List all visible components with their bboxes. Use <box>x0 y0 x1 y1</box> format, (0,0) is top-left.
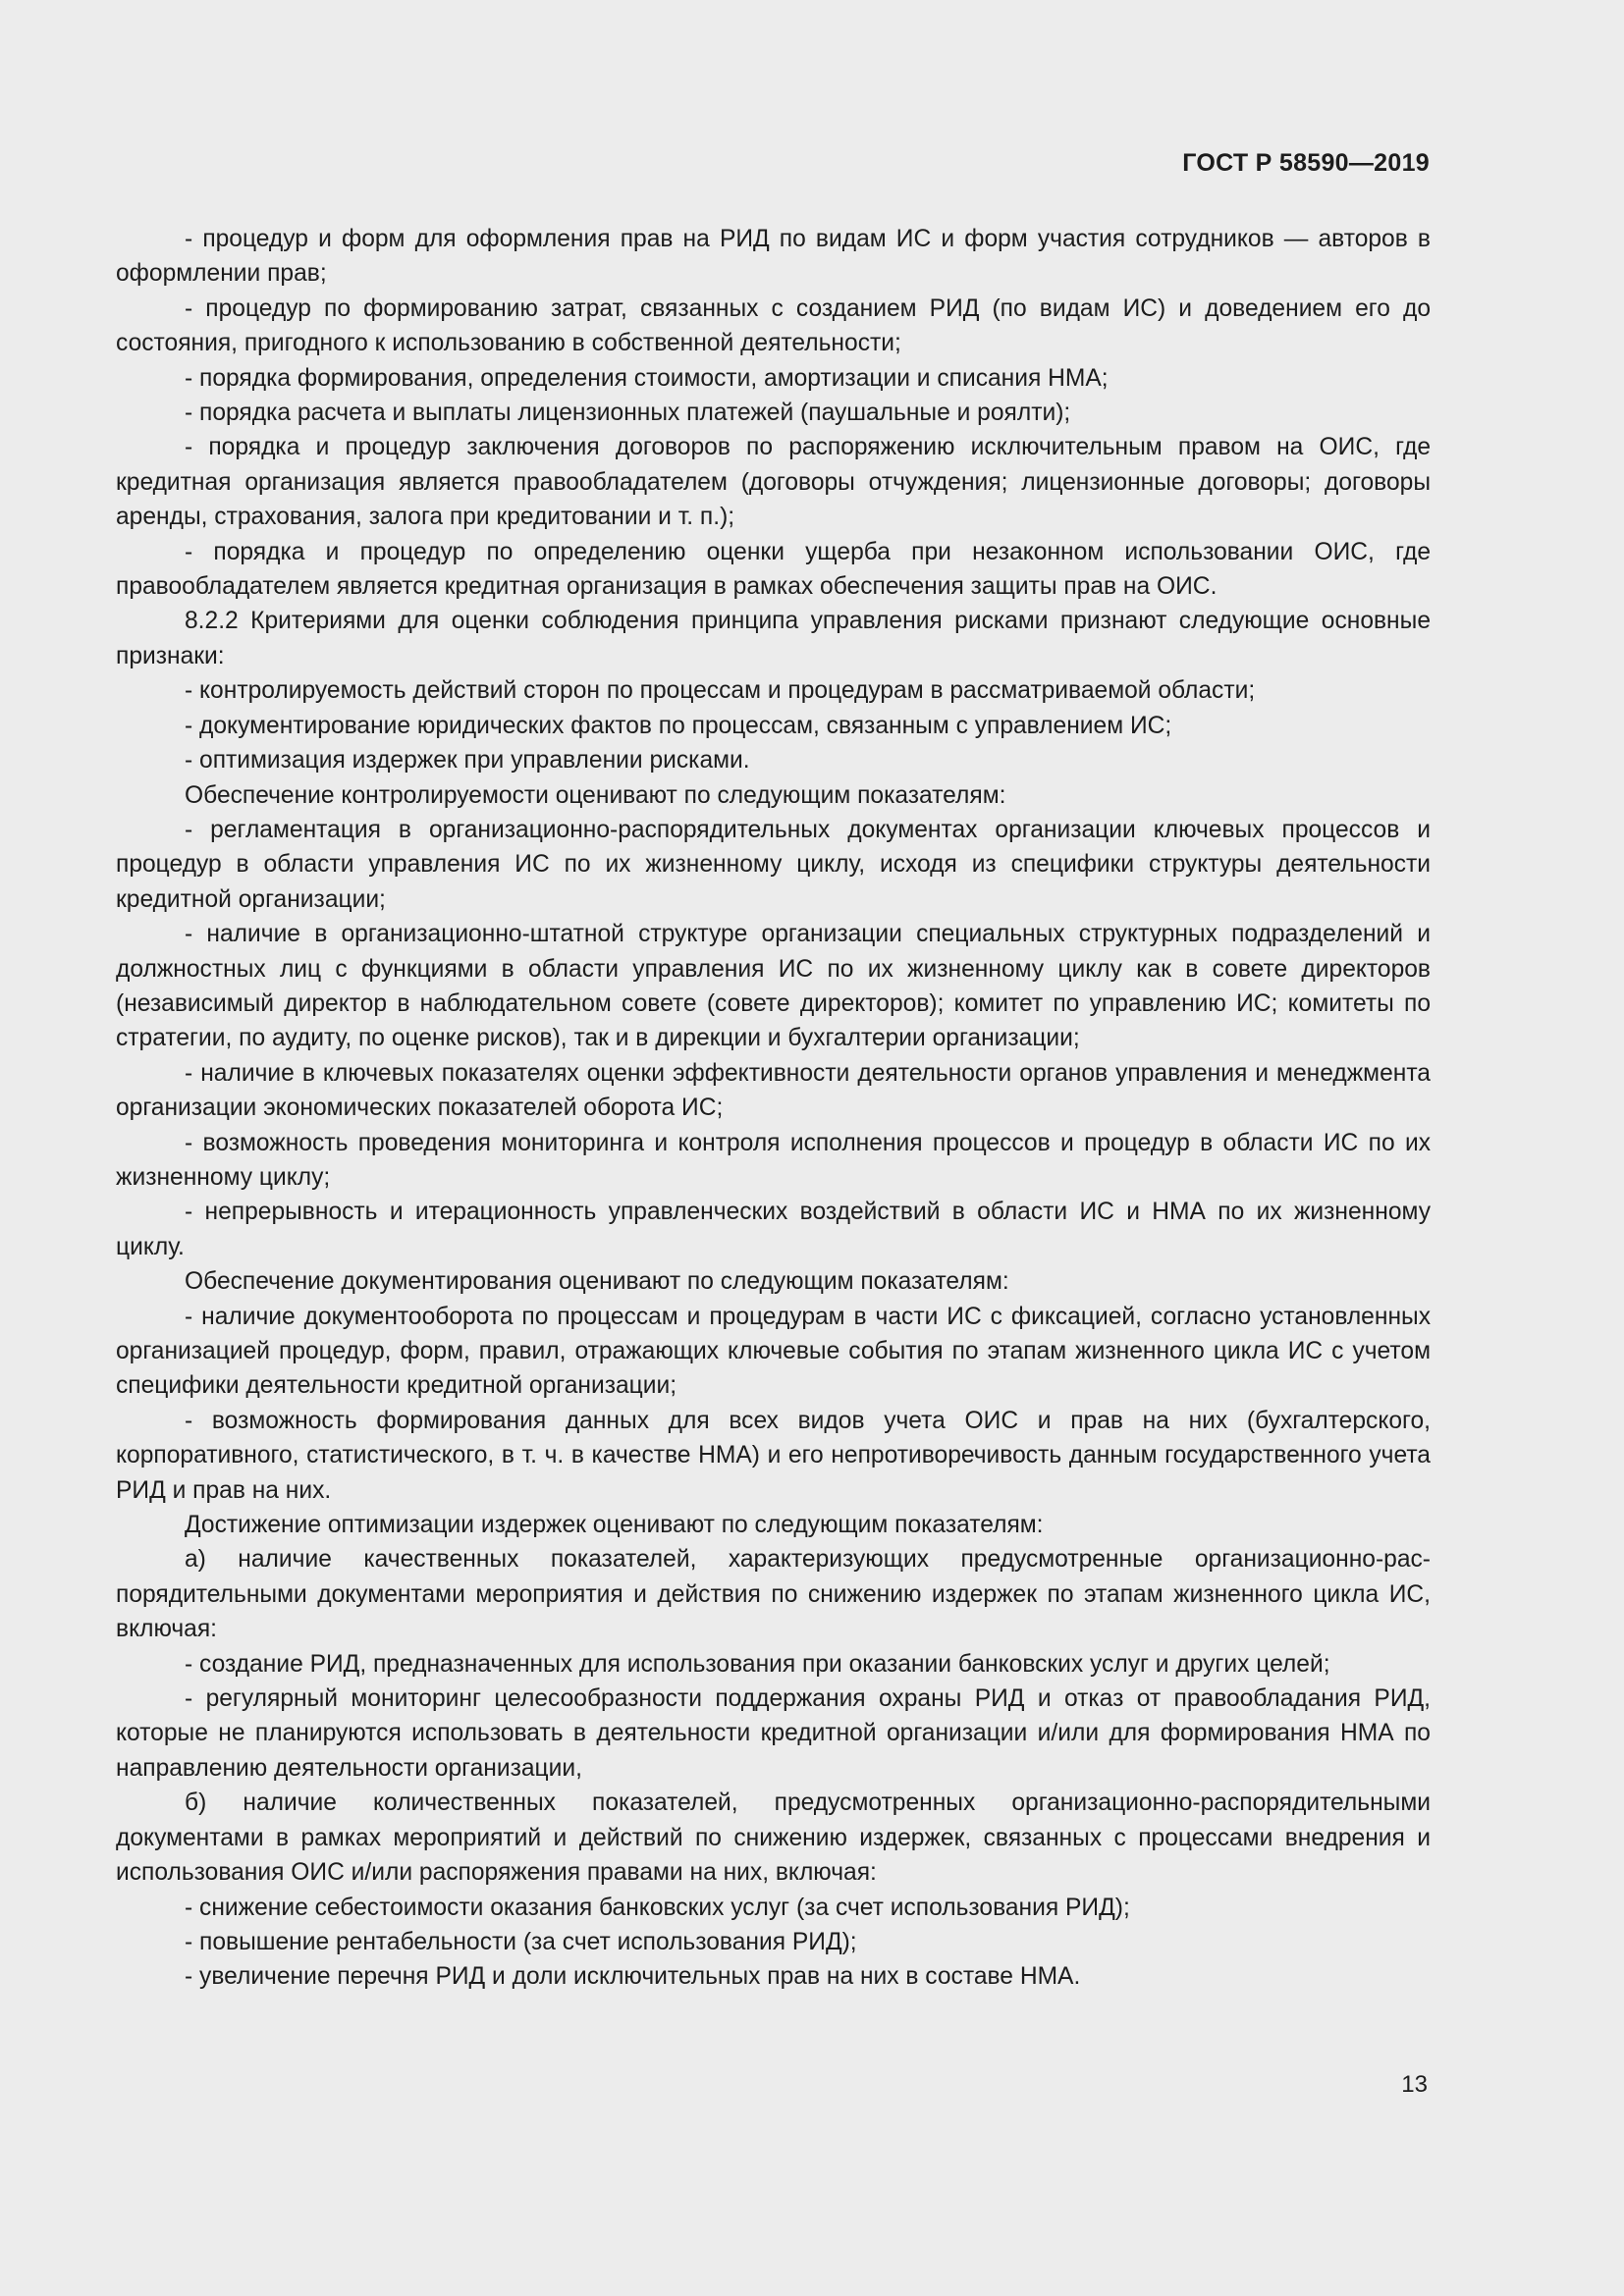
section-paragraph: 8.2.2 Критериями для оценки соблюдения принципа управления рисками признают следующие основные признаки: <box>116 608 1431 669</box>
paragraph: - порядка и процедур заключения договоров по распоряжению исключительным правом на ОИС, где кредитная организация является правообладателем (договоры отчуждения; лицензионные договоры; договоры аренды, страхования, залога при кредитовании и т. п.); <box>116 434 1431 531</box>
paragraph: а) наличие качественных показателей, характеризующих предусмотренные организационно-распорядительными документами мероприятия и действия по снижению издержек по этапам жизненного цикла ИС, включая: <box>116 1546 1431 1643</box>
paragraph: Обеспечение контролируемости оценивают по следующим показателям: <box>185 781 1006 809</box>
paragraph: - возможность проведения мониторинга и контроля исполнения процессов и процедур в области ИС по их жизненному циклу; <box>116 1129 1431 1191</box>
paragraph: - регулярный мониторинг целесообразности поддержания охраны РИД и отказ от правообладания РИД, которые не планируются использовать в деятельности кредитной организации и/или для формирования НМА по направлению деятельности организации, <box>116 1685 1431 1782</box>
paragraph: Обеспечение документирования оценивают по следующим показателям: <box>185 1268 1009 1296</box>
paragraph: - наличие в ключевых показателях оценки эффективности деятельности органов управления и менеджмента организации экономических показателей оборота ИС; <box>116 1059 1431 1122</box>
paragraph: - оптимизация издержек при управлении рисками. <box>185 747 750 774</box>
paragraph: б) наличие количественных показателей, предусмотренных организационно-распорядительными документами в рамках мероприятий и действий по снижению издержек, связанных с процессами внедрения и использования ОИС и/или распоряжения правами на них, включая: <box>116 1789 1431 1887</box>
paragraph: - порядка формирования, определения стоимости, амортизации и списания НМА; <box>185 364 1109 392</box>
paragraph: - порядка и процедур по определению оценки ущерба при незаконном использовании ОИС, где правообладателем является кредитная организация в рамках обеспечения защиты прав на ОИС. <box>116 538 1431 601</box>
paragraph: - регламентация в организационно-распорядительных документах организации ключевых процессов и процедур в области управления ИС по их жизненному циклу, исходя из специфики структуры деятельности кредитной организации; <box>116 816 1431 913</box>
paragraph: - порядка расчета и выплаты лицензионных платежей (паушальные и роялти); <box>185 400 1071 427</box>
paragraph: - непрерывность и итерационность управленческих воздействий в области ИС и НМА по их жизненному циклу. <box>116 1199 1431 1260</box>
document-body <box>116 222 1431 1995</box>
paragraph: - наличие в организационно-штатной структуре организации специальных структурных подразделений и должностных лиц с функциями в области управления ИС по их жизненному циклу как в совете директоров (независимый директор в наблюдательном совете (совете директоров); комитет по управлению ИС; комитеты по стратегии, по аудиту, по оценке рисков), так и в дирекции и бухгалтерии организации; <box>116 921 1431 1052</box>
paragraph: - процедур по формированию затрат, связанных с созданием РИД (по видам ИС) и доведением его до состояния, пригодного к использованию в собственной деятельности; <box>116 294 1431 357</box>
paragraph: Достижение оптимизации издержек оценивают по следующим показателям: <box>185 1512 1044 1539</box>
paragraph: - процедур и форм для оформления прав на РИД по видам ИС и форм участия сотрудников — авторов в оформлении прав; <box>116 226 1431 288</box>
paragraph: - повышение рентабельности (за счет использования РИД); <box>185 1928 857 1955</box>
page-number: 13 <box>1401 2071 1428 2098</box>
paragraph: - документирование юридических фактов по процессам, связанным с управлением ИС; <box>185 712 1172 739</box>
paragraph: - наличие документооборота по процессам и процедурам в части ИС с фиксацией, согласно установленных организацией процедур, форм, правил, отражающих ключевые события по этапам жизненного цикла ИС с учетом специфики деятельности кредитной организации; <box>116 1303 1431 1400</box>
paragraph: - возможность формирования данных для всех видов учета ОИС и прав на них (бухгалтерского, корпоративного, статистического, в т. ч. в качестве НМА) и его непротиворечивость данным государственного учета РИД и прав на них. <box>116 1407 1431 1504</box>
paragraph: - снижение себестоимости оказания банковских услуг (за счет использования РИД); <box>185 1894 1130 1921</box>
document-header: ГОСТ Р 58590—2019 <box>1182 149 1430 177</box>
paragraph: - контролируемость действий сторон по процессам и процедурам в рассматриваемой области; <box>185 677 1256 705</box>
paragraph: - увеличение перечня РИД и доли исключительных прав на них в составе НМА. <box>185 1963 1081 1991</box>
paragraph: - создание РИД, предназначенных для использования при оказании банковских услуг и других целей; <box>185 1650 1330 1678</box>
